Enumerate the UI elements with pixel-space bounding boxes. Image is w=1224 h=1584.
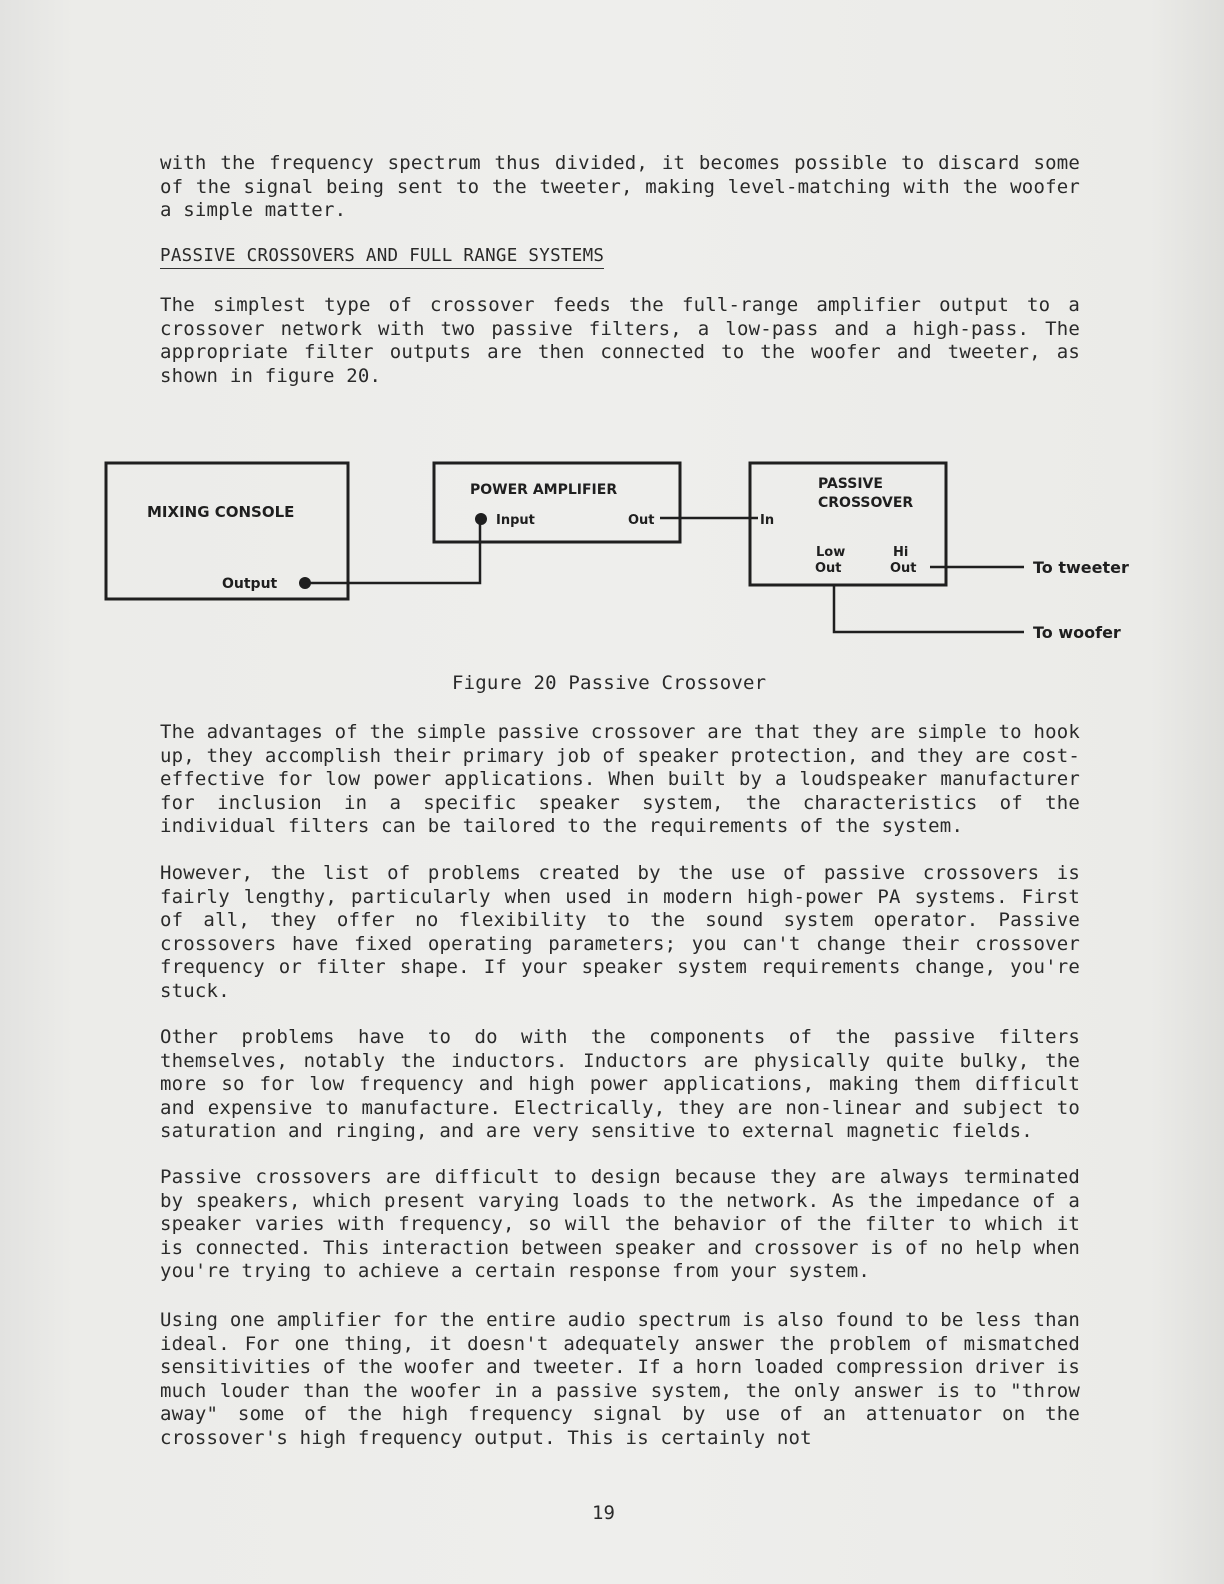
paragraph-difficult: Passive crossovers are difficult to design because they are always terminated by speakers, which present varying loads to the network. As the impedance of a speaker varies with frequency, so will the behavior of the filter to which it is connected. This interaction between speaker and crossover is of no help when you're trying to achieve a certain response from your system. <box>160 1166 1080 1282</box>
low-out-label: Out <box>815 561 842 576</box>
to-tweeter-label: To tweeter <box>1033 558 1129 577</box>
wire-to-woofer <box>834 585 1024 632</box>
crossover-label-line1: PASSIVE <box>818 476 883 492</box>
low-label: Low <box>816 545 846 560</box>
section-heading: PASSIVE CROSSOVERS AND FULL RANGE SYSTEMS <box>160 246 604 269</box>
paragraph-other: Other problems have to do with the components of the passive filters themselves, notably the inductors. Inductors are physically quite bulky, the more so for low frequency and high power applications, making them difficult and expensive to manufacture. Electrically, they are non-linear and subject to saturation and ringing, and are very sensitive to external magnetic fields. <box>160 1026 1080 1142</box>
amp-input-label: Input <box>496 513 535 528</box>
paragraph-using: Using one amplifier for the entire audio spectrum is also found to be less than ideal. For one thing, it doesn't adequately answer the problem of mismatched sensitivities of the woofer and tweeter. If a horn loaded compression driver is much louder than the woofer in a passive system, the only answer is to "throw away" some of the high frequency signal by use of an attenuator on the crossover's high frequency output. This is certainly not <box>160 1309 1080 1449</box>
paragraph-simplest: The simplest type of crossover feeds the full-range amplifier output to a crossover network with two passive filters, a low-pass and a high-pass. The appropriate filter outputs are then connected to the woofer and tweeter, as shown in figure 20. <box>160 294 1080 387</box>
crossover-in-label: In <box>760 513 775 528</box>
paragraph-intro: with the frequency spectrum thus divided, it becomes possible to discard some of the signal being sent to the tweeter, making level-matching with the woofer a simple matter. <box>160 152 1080 221</box>
console-output-label: Output <box>222 576 278 592</box>
power-amplifier-label: POWER AMPLIFIER <box>470 482 618 498</box>
wire-console-to-amp <box>305 520 480 583</box>
paragraph-advantages: The advantages of the simple passive crossover are that they are simple to hook up, they accomplish their primary job of speaker protection, and they are cost-effective for low power applications. When built by a loudspeaker manufacturer for inclusion in a specific speaker system, the characteristics of the individual filters can be tailored to the requirements of the system. <box>160 721 1080 837</box>
hi-label: Hi <box>893 545 909 560</box>
paragraph-however: However, the list of problems created by the use of passive crossovers is fairly lengthy, particularly when used in modern high-power PA systems. First of all, they offer no flexibility to the sound system operator. Passive crossovers have fixed operating parameters; you can't change their crossover frequency or filter shape. If your speaker system requirements change, you're stuck. <box>160 862 1080 1002</box>
page-number: 19 <box>592 1502 615 1524</box>
amp-input-jack <box>475 513 487 525</box>
to-woofer-label: To woofer <box>1033 623 1121 642</box>
power-amplifier-box <box>434 463 680 542</box>
amp-out-label: Out <box>628 513 655 528</box>
mixing-console-label: MIXING CONSOLE <box>147 503 295 521</box>
crossover-label-line2: CROSSOVER <box>818 495 914 511</box>
figure-caption: Figure 20 Passive Crossover <box>452 672 767 694</box>
hi-out-label: Out <box>890 561 917 576</box>
figure-20-diagram <box>0 0 1224 700</box>
